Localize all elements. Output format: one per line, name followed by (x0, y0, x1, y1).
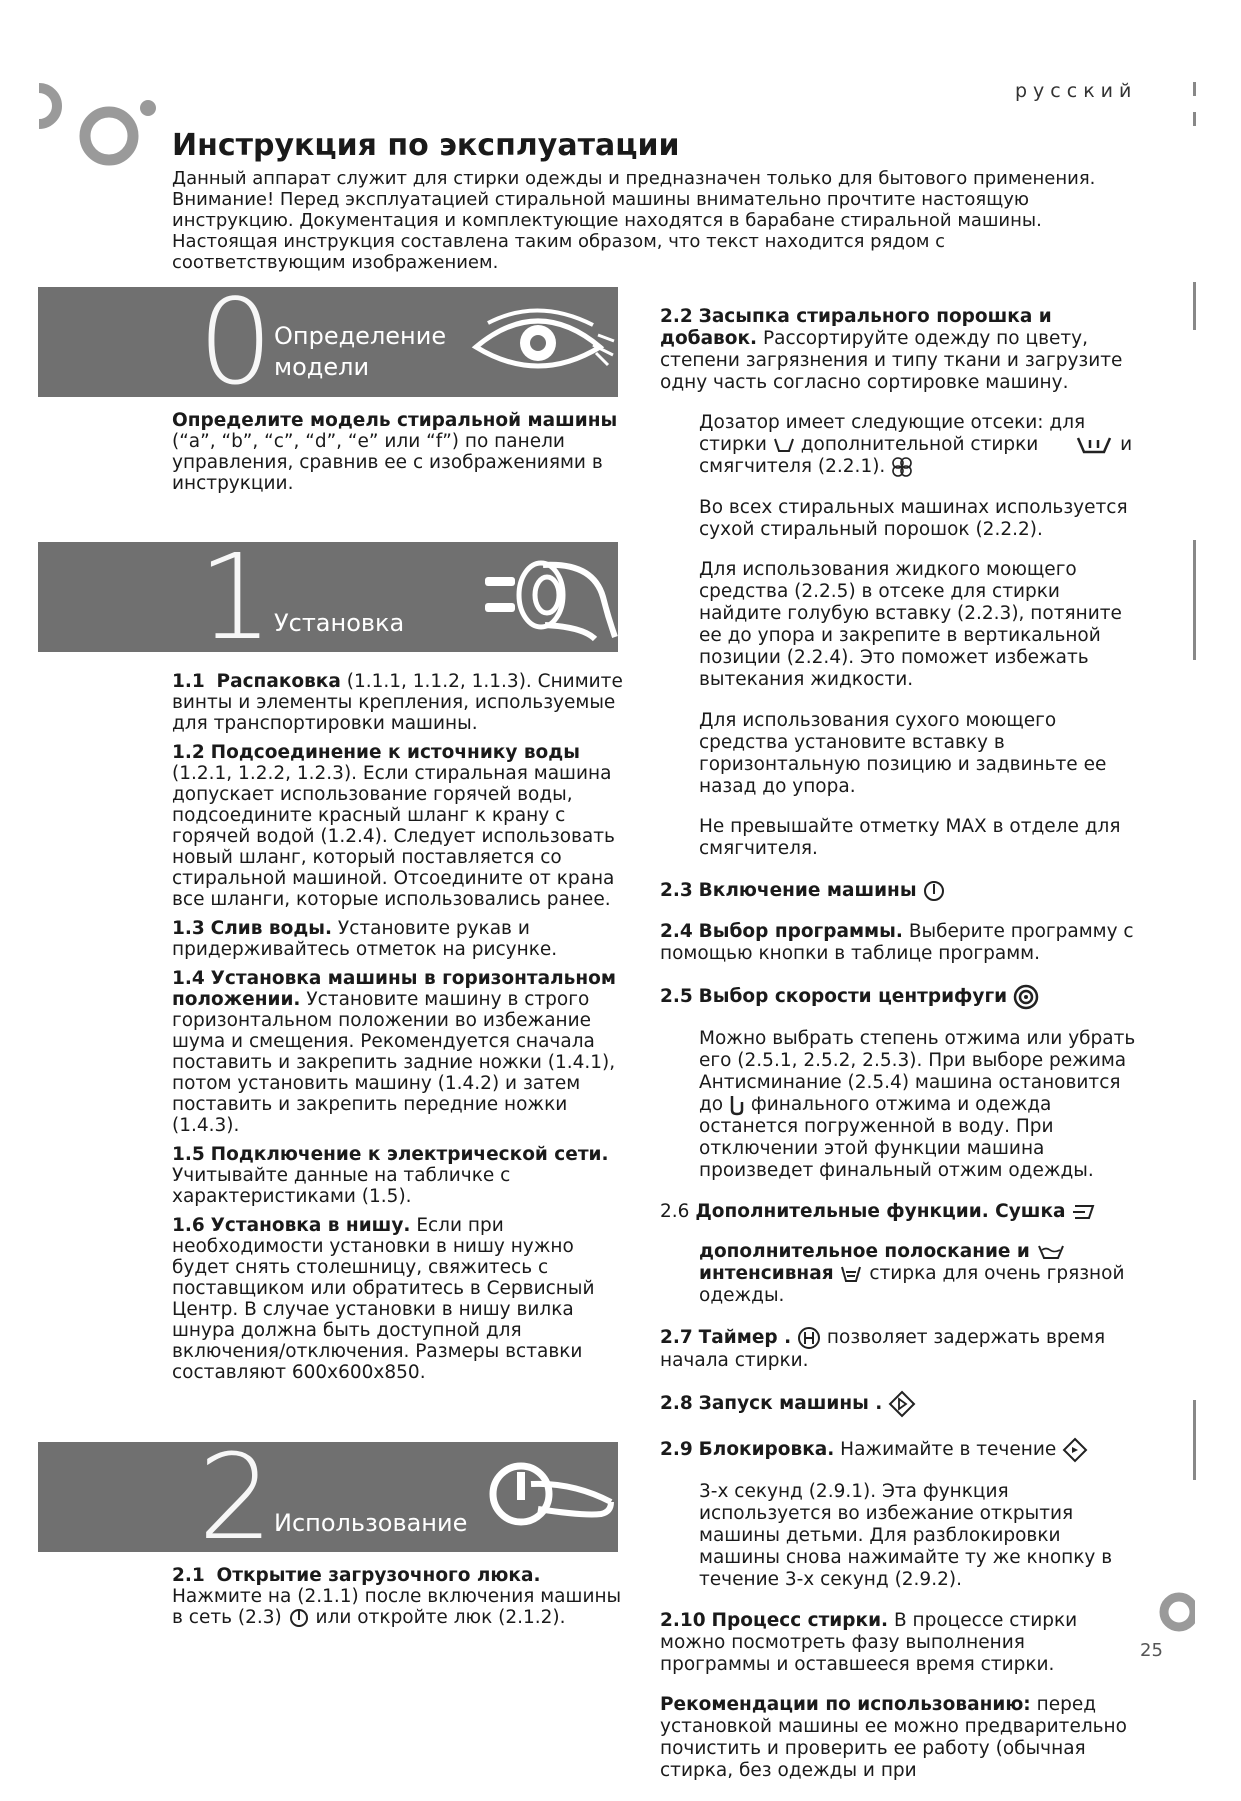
section-label: Установка (274, 609, 405, 637)
edge-mark (1193, 112, 1196, 126)
power-button-icon (922, 879, 946, 903)
dryer-icon (1071, 1202, 1097, 1222)
page-number: 25 (1140, 1640, 1163, 1661)
power-button-icon (288, 1607, 310, 1629)
edge-mark (1193, 1400, 1196, 1480)
section-0-body: (“a”, “b”, “c”, “d”, “e” или “f”) по панели управления, сравнив ее с изображениями в инструкции. (172, 431, 603, 494)
item-2-9: 2.9 Блокировка. Нажимайте в течение 3-х секунд (2.9.1). Эта функция используется во избежание открытия машины детьми. Для разблокировки машины снова нажимайте ту же кнопку в течение 3-х секунд (2.9.2). (660, 1438, 1113, 1590)
section-number: 2 (198, 1428, 274, 1566)
list-item: 1.2 Подсоединение к источнику воды (1.2.1, 1.2.2, 1.2.3). Если стиральная машина допускает использование горячей воды, подсоедините красный шланг к крану с горячей водой (1.2.4). Следует использовать новый шланг, который поставляется со стиральной машиной. Отсоедините от крана все шланги, которые использовались ранее. (172, 742, 615, 910)
lock-icon (1062, 1437, 1088, 1463)
item-2-5: 2.5 Выбор скорости центрифуги Можно выбрать степень отжима или убрать его (2.5.1, 2.5.2, 2.5.3). При выборе режима Антисминание (2.5.4) машина остановится до финального отжима и одежда останется погруженной в воду. При отключении этой функции машина произведет финальный отжим одежды. (660, 985, 1136, 1181)
section-0-text (172, 410, 652, 494)
power-button-icon (483, 1454, 618, 1544)
softener-icon (891, 456, 913, 478)
section-number: 1 (198, 528, 274, 666)
plug-icon (483, 557, 618, 642)
anti-crease-icon (729, 1094, 745, 1116)
section-1-banner (38, 528, 618, 666)
item-2-7: 2.7 Таймер . позволяет задержать время начала стирки. (660, 1326, 1106, 1371)
list-item: 1.4 Установка машины в горизонтальном положении. Установите машину в строго горизонтальном положении во избежание шума и смещения. Рекомендуется сначала поставить и закрепить задние ножки (1.4.1), потом установить машину (1.4.2) и затем поставить и закрепить передние ножки (1.4.3). (172, 968, 616, 1136)
section-number: 0 (198, 273, 274, 411)
prewash-icon (1074, 434, 1114, 456)
list-item: 1.5 Подключение к электрической сети. Учитывайте данные на табличке с характеристиками (1.5). (172, 1144, 609, 1207)
section-0-banner (38, 273, 618, 411)
page-title: Инструкция по эксплуатации (172, 128, 680, 163)
timer-icon (797, 1326, 821, 1350)
item-2-10: 2.10 Процесс стирки. В процессе стирки можно посмотреть фазу выполнения программы и оставшееся время стирки. (660, 1609, 1078, 1675)
eye-icon (468, 305, 618, 380)
intensive-icon (839, 1263, 863, 1285)
section-0-heading: Определите модель стиральной машины (172, 410, 618, 431)
item-2-2: 2.2 Засыпка стирального порошка и добавок. Рассортируйте одежду по цвету, степени загрязнения и типу ткани и загрузите одну часть согласно сортировке машину. Дозатор имеет следующие отсеки: для стирки дополнительной стирки и смягчителя (2.2.1). Во всех стиральных машинах используется сухой стиральный порошок (2.2.2). Для использования жидкого моющего средства (2.2.5) в отсеке для стирки найдите голубую вставку (2.2.3), потяните ее до упора и закрепите в вертикальной позиции (2.2.4). Это поможет избежать вытекания жидкости. Для использования сухого моющего средства установите вставку в горизонтальную позицию и задвиньте ее назад до упора. Не превышайте отметку MAX в отделе для смягчителя. (660, 305, 1133, 859)
item-2-3: 2.3 Включение машины (660, 879, 1140, 903)
start-icon (888, 1390, 916, 1418)
list-item: 1.6 Установка в нишу. Если при необходимости установки в нишу нужно будет снять столешницу, свяжитесь с поставщиком или обратитесь в Сервисный Центр. В случае установки в нишу вилка шнура должна быть доступной для включения/отключения. Размеры вставки составляют 600x600x850. (172, 1215, 595, 1383)
list-item: 1.3 Слив воды. Установите рукав и придерживайтесь отметок на рисунке. (172, 918, 558, 960)
section-2-banner (38, 1428, 618, 1566)
item-2-1: 2.1 Открытие загрузочного люка. Нажмите на (2.1.1) после включения машины в сеть (2.3) или откройте люк (2.1.2). (172, 1565, 622, 1628)
recommendations: Рекомендации по использованию: перед установкой машины ее можно предварительно почистить и проверить ее работу (обычная стирка, без одежды и при (660, 1694, 1127, 1781)
edge-mark (1193, 540, 1196, 660)
right-column (660, 287, 1140, 1801)
spin-icon (1013, 984, 1039, 1010)
edge-mark (1193, 282, 1196, 330)
logo-circles-icon (1155, 1590, 1195, 1634)
language-label: русский (1015, 80, 1138, 102)
intro-paragraph: Данный аппарат служит для стирки одежды и предназначен только для бытового применения. Внимание! Перед эксплуатацией стиральной машины внимательно прочтите настоящую инструкцию. Документация и комплектующие находятся в барабане стиральной машины. Настоящая инструкция составлена таким образом, что текст находится рядом с соответствующим изображением. (172, 168, 1096, 273)
edge-mark (1193, 82, 1196, 96)
wash-icon (773, 435, 795, 455)
list-item: 1.1 Распаковка (1.1.1, 1.1.2, 1.1.3). Снимите винты и элементы крепления, используемые для транспортировки машины. (172, 671, 623, 734)
section-label: Использование (274, 1509, 468, 1537)
section-label: Определение модели (274, 322, 447, 381)
item-2-8: 2.8 Запуск машины . (660, 1390, 1140, 1418)
item-2-4: 2.4 Выбор программы. Выберите программу с помощью кнопки в таблице программ. (660, 921, 1134, 964)
rinse-icon (1036, 1242, 1066, 1262)
section-1-items (172, 671, 632, 1383)
logo-circles-icon (35, 78, 165, 168)
item-2-6: 2.6 Дополнительные функции. Сушка дополнительное полоскание и интенсивная стирка для очень грязной одежды. (660, 1200, 1125, 1306)
